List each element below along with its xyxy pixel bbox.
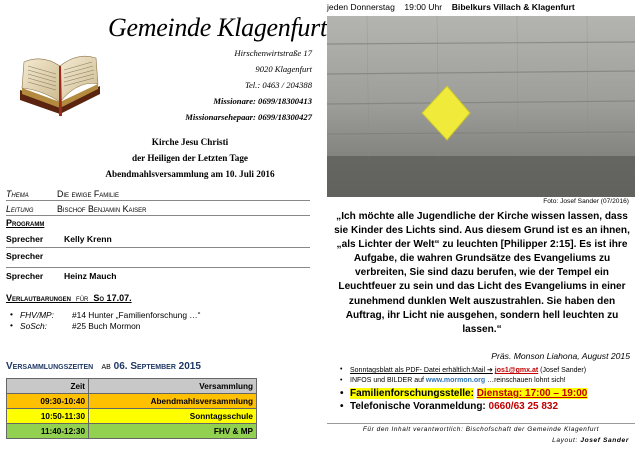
speaker-label: Sprecher — [6, 234, 44, 244]
versammlungszeiten-ab: ab — [101, 361, 111, 372]
missionary-couple-phone: Missionarsehepaar: 0699/18300427 — [185, 112, 312, 122]
bible-course-day: jeden Donnerstag — [327, 2, 395, 12]
programm-heading: Programm — [6, 218, 45, 228]
email-owner: (Josef Sander) — [540, 367, 587, 374]
quote-source: Präs. Monson Liahona, August 2015 — [491, 351, 630, 361]
list-item — [10, 321, 200, 332]
meeting-times-table — [6, 378, 257, 439]
versammlungszeiten-date: 06. September 2015 — [113, 361, 201, 372]
table-cell: 11:40-12:30 — [7, 424, 89, 439]
family-history-hours: Dienstag: 17:00 – 19:00 — [476, 388, 588, 399]
speaker-name: Kelly Krenn — [64, 234, 112, 244]
bible-course-event: Bibelkurs Villach & Klagenfurt — [451, 2, 575, 12]
phone-registration-label: Telefonische Voranmeldung: — [350, 401, 486, 412]
announcements-list — [10, 310, 200, 332]
photo-image — [327, 16, 635, 197]
infos-suffix: …reinschauen lohnt sich! — [487, 377, 566, 384]
open-bible-illustration — [16, 46, 102, 122]
table-row — [7, 409, 257, 424]
thema-label: Thema — [6, 189, 29, 199]
divider — [6, 267, 310, 268]
verlautbarungen-heading — [6, 293, 132, 303]
address-line: 9020 Klagenfurt — [255, 64, 312, 74]
leitung-label: Leitung — [6, 204, 34, 214]
info-list — [340, 366, 636, 414]
footer-responsible: Für den Inhalt verantwortlich: Bischofschaft der Gemeinde Klagenfurt — [362, 426, 600, 433]
infos-text: INFOS und BILDER auf — [350, 377, 424, 384]
verlautbarungen-date: So 17.07. — [93, 293, 132, 303]
missionaries-phone: Missionare: 0699/18300413 — [213, 96, 312, 106]
photo-concrete-wall — [327, 16, 635, 197]
list-item — [340, 366, 636, 377]
list-item — [340, 377, 636, 388]
divider — [6, 200, 310, 201]
list-item — [10, 310, 200, 321]
leitung-value: Bischof Benjamin Kaiser — [57, 204, 147, 214]
speaker-name: Heinz Mauch — [64, 271, 117, 281]
table-row — [7, 424, 257, 439]
photo-caption: Foto: Josef Sander (07/2016) — [543, 198, 629, 205]
table-header-row — [7, 379, 257, 394]
church-name-line2: der Heiligen der Letzten Tage — [131, 153, 249, 163]
phone-line: Tel.: 0463 / 204388 — [244, 80, 312, 90]
speaker-label: Sprecher — [6, 251, 44, 261]
bible-course-time: 19:00 Uhr — [404, 2, 443, 12]
list-item — [340, 401, 636, 414]
announcement-key: FHV/MP: — [20, 310, 54, 320]
column-header: Zeit — [7, 379, 89, 394]
versammlungszeiten-heading — [6, 361, 201, 372]
congregation-title: Gemeinde Klagenfurt — [108, 13, 327, 42]
thema-value: Die ewige Familie — [57, 189, 119, 199]
announcement-value: #14 Hunter „Familienforschung …“ — [72, 310, 201, 320]
email-link[interactable]: jos1@gmx.at — [494, 367, 539, 374]
layout-label: Layout: — [552, 437, 578, 444]
divider — [6, 247, 310, 248]
table-cell: Abendmahlsversammlung — [89, 394, 257, 409]
layout-author: Josef Sander — [580, 437, 629, 444]
bible-course-line — [327, 2, 575, 12]
verlautbarungen-title: Verlautbarungen — [6, 293, 72, 303]
verlautbarungen-fuer: für — [76, 293, 89, 303]
divider — [6, 215, 310, 216]
mormon-org-link[interactable]: www.mormon.org — [425, 377, 486, 384]
table-cell: Sonntagsschule — [89, 409, 257, 424]
list-item — [340, 388, 636, 401]
footer-divider — [327, 423, 635, 424]
speaker-label: Sprecher — [6, 271, 44, 281]
versammlungszeiten-title: Versammlungszeiten — [6, 361, 94, 372]
announcement-key: SoSch: — [20, 321, 48, 331]
phone-registration-number: 0660/63 25 832 — [488, 401, 559, 412]
announcement-value: #25 Buch Mormon — [72, 321, 141, 331]
column-header: Versammlung — [89, 379, 257, 394]
table-row — [7, 394, 257, 409]
footer-layout — [327, 437, 629, 444]
family-history-label: Familienforschungsstelle: — [350, 388, 474, 399]
table-cell: 09:30-10:40 — [7, 394, 89, 409]
address-line: Hirschenwirtstraße 17 — [234, 48, 312, 58]
meeting-date-line: Abendmahlsversammlung am 10. Juli 2016 — [105, 169, 275, 179]
quote-text: „Ich möchte alle Jugendliche der Kirche wissen lassen, dass sie Kinder des Lichts sind. Aus diesem Grund ist es an ihnen, „als Lichter der Welt“ zu leuchten [Philipper 2:15]. Es ist ihre Aufgabe, die wahren Grundsätze des Evangeliums zu verbreiten, Sie sind dazu berufen, wie der Tempel ein Leuchtfeuer zu sein und das Licht des Evangeliums in einer zunehmend dunklen Welt auszustrahlen. Sie haben den Auftrag, ihr Licht nie ausgehen, sondern hell leuchten zu lassen.“ — [334, 211, 630, 335]
church-name-line1: Kirche Jesu Christi — [151, 137, 229, 147]
table-cell: FHV & MP — [89, 424, 257, 439]
pdf-info-text: Sonntagsblatt als PDF- Datei erhältlich:Mail ➔ — [350, 367, 493, 374]
table-cell: 10:50-11:30 — [7, 409, 89, 424]
